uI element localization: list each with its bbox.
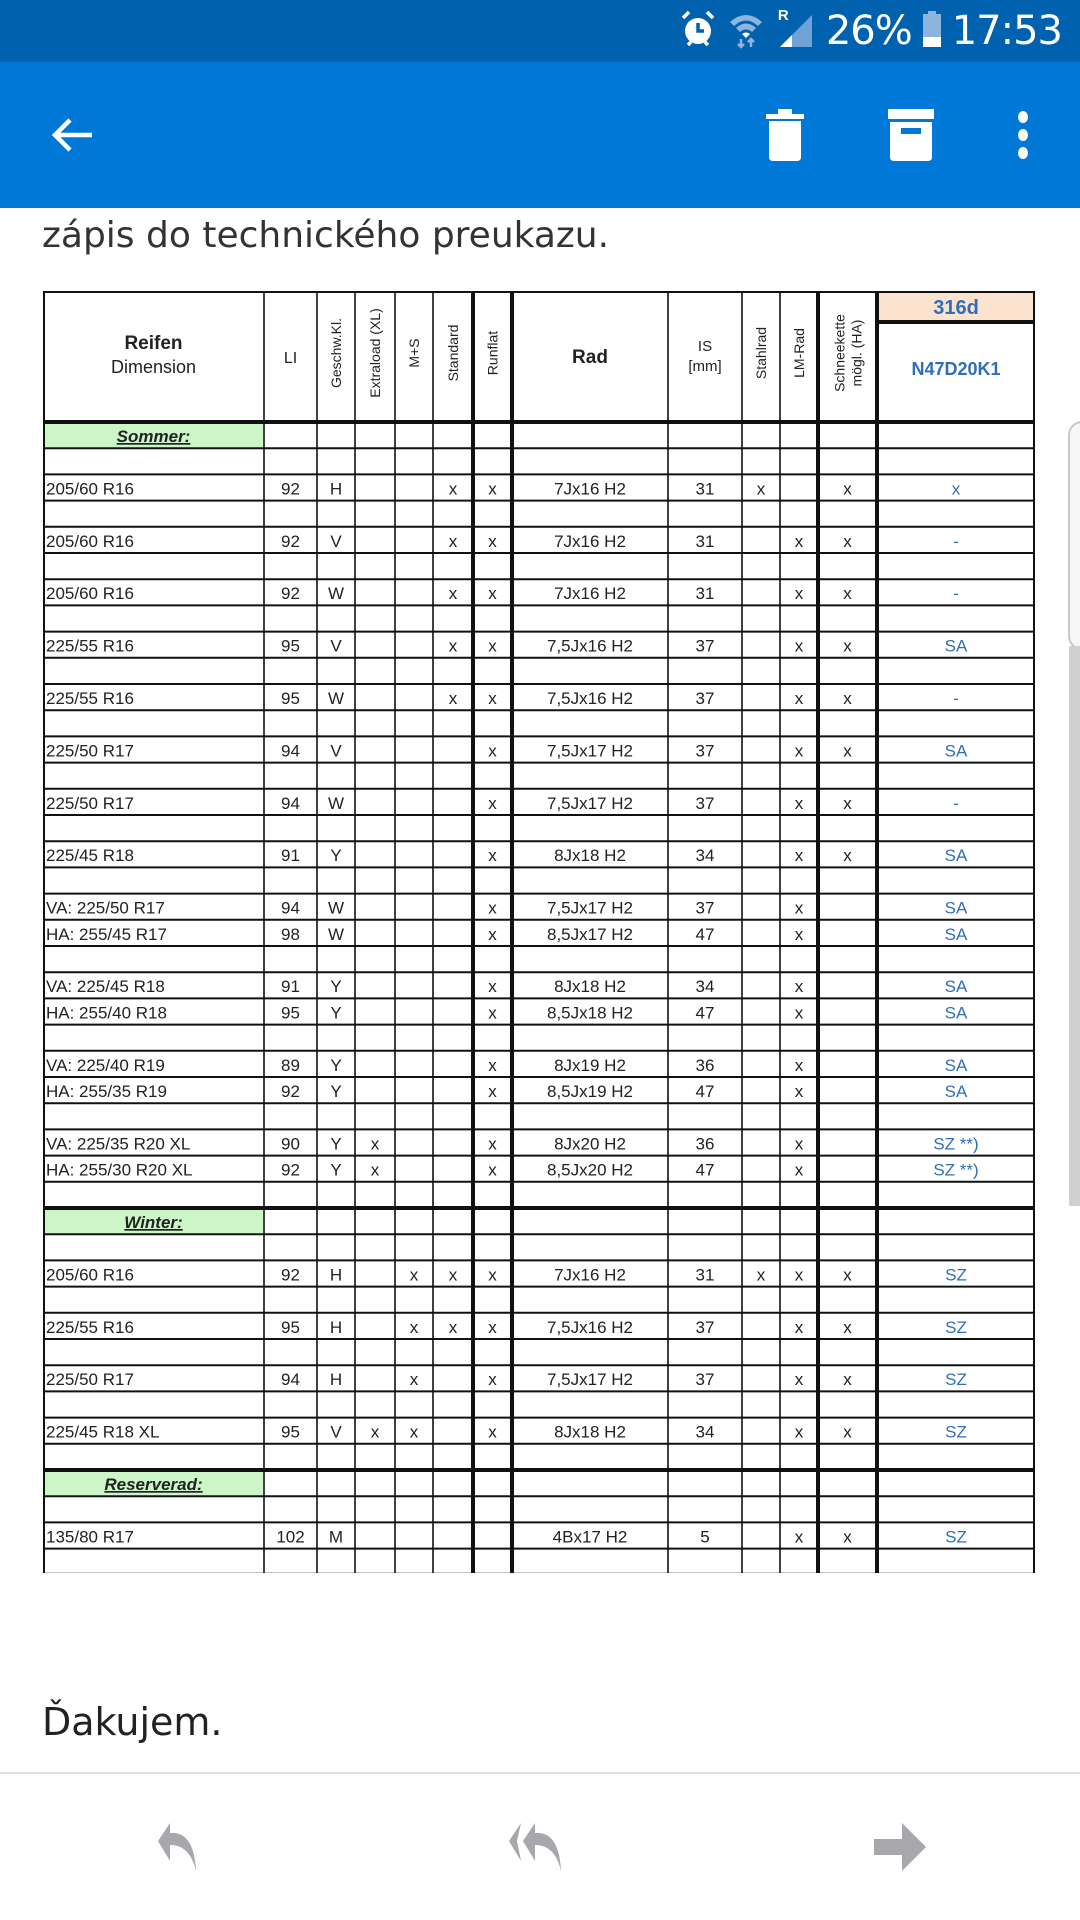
cell-rf: x [488,977,497,997]
cell-lm: x [794,689,804,708]
cell-std: x [448,479,458,499]
cell-rf: x [488,741,497,761]
cell-speed: V [330,531,342,551]
cell-dimension: 225/55 R16 [46,636,134,656]
cell-li: 92 [281,479,300,499]
cell-model-value: SA [944,846,968,866]
cell-model-value: SZ [945,1370,967,1390]
cell-lm: x [794,1003,804,1023]
cell-rad: 7,5Jx17 H2 [547,793,633,813]
header-schneekette: Schneekette [831,314,848,392]
cell-is: 34 [695,977,715,997]
cell-snow: x [843,689,852,708]
cell-rf: x [488,1134,497,1154]
cell-model-value: - [953,793,959,813]
cell-rf: x [488,1265,497,1285]
cell-snow: x [843,479,852,499]
cell-lm: x [794,1422,804,1442]
cell-speed: V [330,741,342,761]
cell-speed: W [327,924,345,944]
cell-model-value: SZ [945,1265,967,1285]
cell-model-value: SA [944,1082,968,1101]
cell-rf: x [488,924,497,944]
cell-lm: x [794,531,804,551]
cell-ms: x [409,1317,419,1337]
cell-dimension: HA: 255/30 R20 XL [46,1160,193,1180]
cell-dimension: VA: 225/40 R19 [46,1055,165,1075]
cell-li: 90 [281,1134,300,1154]
section-title: Sommer: [116,427,191,446]
cell-speed: V [330,636,342,656]
cell-lm: x [794,977,804,997]
cell-rf: x [488,479,497,499]
cell-li: 94 [281,741,300,761]
header-schneekette-2: mögl. (HA) [848,319,865,387]
cell-speed: W [327,898,345,918]
cell-rf: x [488,793,497,813]
cell-speed: Y [330,846,342,866]
cell-lm: x [794,1527,804,1547]
cell-ms: x [409,1265,419,1285]
reply-all-button[interactable] [500,1814,580,1884]
cell-model-value: - [953,584,959,604]
cell-li: 94 [281,898,300,918]
cell-lm: x [794,1055,804,1075]
cell-dimension: VA: 225/35 R20 XL [46,1134,191,1154]
status-bar [0,0,1080,62]
cell-li: 92 [281,531,300,551]
header-code: N47D20K1 [911,359,1001,379]
cell-rad: 7Jx16 H2 [554,584,626,604]
cell-rad: 4Bx17 H2 [552,1527,628,1547]
cell-dimension: 225/55 R16 [46,1317,134,1337]
cell-rf: x [488,531,497,551]
cell-dimension: 225/45 R18 XL [46,1422,160,1442]
cell-li: 98 [281,924,300,944]
cell-speed: Y [330,1003,342,1023]
tire-spec-table-image [43,291,1035,1573]
cell-rf: x [488,1160,497,1180]
cell-model-value: SA [944,977,968,997]
cell-rf: x [488,1370,497,1390]
cell-lm: x [794,1160,804,1180]
cell-dimension: 205/60 R16 [46,1265,134,1285]
cell-std: x [448,1317,458,1337]
cell-li: 94 [281,1370,300,1390]
cell-rad: 7,5Jx16 H2 [547,636,633,656]
cell-std: x [448,636,458,656]
more-vert-icon [1015,110,1031,160]
cell-rad: 7,5Jx17 H2 [547,741,633,761]
cell-speed: M [328,1527,344,1547]
header-rad: Rad [572,347,608,368]
cell-dimension: 225/50 R17 [46,793,134,813]
cell-li: 92 [281,584,300,604]
cell-stahl: x [756,479,766,499]
cell-li: 89 [281,1055,300,1075]
reply-icon [150,1819,210,1879]
roaming-indicator: R [777,6,789,24]
cell-li: 95 [281,1422,300,1442]
cell-model-value: SA [944,741,968,761]
fast-scroll-track[interactable] [1069,646,1080,1206]
cell-is: 31 [695,584,715,604]
cell-lm: x [794,793,804,813]
archive-icon [886,107,936,163]
cell-dimension: 205/60 R16 [46,479,134,499]
alarm-icon [680,9,716,54]
cell-lm: x [794,1082,804,1101]
cell-snow: x [843,584,852,604]
cell-rad: 7Jx16 H2 [554,531,626,551]
cell-model-value: SZ **) [933,1134,979,1154]
cell-model-value: SA [944,924,968,944]
cell-dimension: 225/50 R17 [46,1370,134,1390]
cell-snow: x [843,793,852,813]
cell-snow: x [843,531,852,551]
signal-icon [776,6,816,54]
cell-lm: x [794,741,804,761]
cell-rf: x [488,846,497,866]
reply-all-icon [505,1819,575,1879]
cell-is: 37 [695,689,715,708]
cell-rad: 8,5Jx17 H2 [547,924,633,944]
cell-dimension: 225/50 R17 [46,741,134,761]
cell-snow: x [843,1317,852,1337]
cell-li: 91 [281,846,300,866]
cell-std: x [448,584,458,604]
cell-rad: 8Jx18 H2 [554,846,626,866]
cell-speed: W [327,689,345,708]
section-title: Winter: [124,1213,183,1232]
header-ms: M+S [406,338,422,368]
cell-li: 91 [281,977,300,997]
header-model: 316d [933,297,979,319]
cell-snow: x [843,1265,852,1285]
cell-li: 92 [281,1265,300,1285]
cell-dimension: 225/55 R16 [46,689,134,708]
email-body-line: zápis do technického preukazu. [42,215,610,256]
clock: 17:53 [951,8,1062,54]
cell-lm: x [794,1134,804,1154]
header-lmrad: LM-Rad [791,328,807,378]
cell-is: 37 [695,636,715,656]
cell-model-value: SZ [945,1317,967,1337]
cell-rad: 7,5Jx16 H2 [547,1317,633,1337]
cell-is: 34 [695,846,715,866]
cell-rf: x [488,1422,497,1442]
cell-rf: x [488,1317,497,1337]
cell-is: 31 [695,531,715,551]
cell-snow: x [843,1422,852,1442]
header-geschw: Geschw.Kl. [328,317,344,389]
cell-xl: x [370,1134,380,1154]
cell-model-value: SZ [945,1527,967,1547]
cell-rad: 7,5Jx17 H2 [547,1370,633,1390]
cell-dimension: HA: 255/40 R18 [46,1003,167,1023]
header-li: LI [283,350,298,367]
back-button[interactable] [40,102,106,168]
cell-li: 92 [281,1082,300,1101]
cell-rad: 7Jx16 H2 [554,1265,626,1285]
cell-is: 37 [695,741,715,761]
cell-std: x [448,1265,458,1285]
cell-stahl: x [756,1265,766,1285]
cell-dimension: 225/45 R18 [46,846,134,866]
back-arrow-icon [48,110,98,160]
cell-model-value: x [951,479,961,499]
cell-rf: x [488,898,497,918]
cell-li: 95 [281,1003,300,1023]
wifi-icon [726,9,766,54]
cell-rad: 8Jx19 H2 [554,1055,626,1075]
cell-dimension: HA: 255/35 R19 [46,1082,167,1101]
cell-speed: W [327,793,345,813]
cell-dimension: 205/60 R16 [46,584,134,604]
header-dimension: Dimension [110,357,197,377]
email-closing: Ďakujem. [42,1700,223,1744]
cell-dimension: 205/60 R16 [46,531,134,551]
cell-dimension: VA: 225/45 R18 [46,977,165,997]
cell-is: 47 [695,924,715,944]
header-reifen: Reifen [124,333,183,354]
cell-dimension: 135/80 R17 [46,1527,134,1547]
cell-is: 37 [695,1370,715,1390]
cell-is: 47 [695,1082,715,1101]
cell-li: 92 [281,1160,300,1180]
cell-lm: x [794,636,804,656]
cell-dimension: VA: 225/50 R17 [46,898,165,918]
cell-rf: x [488,584,497,604]
cell-lm: x [794,924,804,944]
email-action-bar [0,1774,1080,1920]
cell-model-value: SA [944,636,968,656]
cell-rad: 8,5Jx20 H2 [547,1160,633,1180]
cell-speed: W [327,584,345,604]
cell-speed: H [329,479,343,499]
cell-li: 94 [281,793,300,813]
cell-rad: 7Jx16 H2 [554,479,626,499]
header-runflat: Runflat [484,330,501,376]
cell-rad: 8,5Jx18 H2 [547,1003,633,1023]
cell-li: 102 [276,1527,305,1547]
cell-std: x [448,531,458,551]
cell-model-value: SA [944,1003,968,1023]
cell-speed: H [329,1370,343,1390]
header-is-unit: [mm] [688,358,722,375]
cell-model-value: - [953,689,959,708]
cell-model-value: SZ [945,1422,967,1442]
delete-button[interactable] [752,102,818,168]
cell-rad: 8Jx18 H2 [554,1422,626,1442]
cell-speed: Y [330,1134,342,1154]
cell-model-value: SA [944,1055,968,1075]
cell-rf: x [488,1003,497,1023]
cell-rad: 8Jx20 H2 [554,1134,626,1154]
cell-is: 36 [695,1055,715,1075]
battery-percent: 26% [825,8,912,54]
cell-is: 31 [695,479,715,499]
cell-speed: H [329,1265,343,1285]
cell-is: 37 [695,793,715,813]
cell-rf: x [488,689,497,708]
battery-icon [922,9,942,54]
cell-ms: x [409,1370,419,1390]
forward-icon [870,1819,930,1879]
cell-is: 47 [695,1160,715,1180]
cell-li: 95 [281,689,300,708]
cell-speed: Y [330,1055,342,1075]
app-bar [0,62,1080,208]
header-stahlrad: Stahlrad [753,326,769,380]
cell-rf: x [488,636,497,656]
cell-model-value: - [953,531,959,551]
more-options-button[interactable] [990,102,1056,168]
cell-rf: x [488,1082,497,1101]
cell-dimension: HA: 255/45 R17 [46,924,167,944]
cell-xl: x [370,1160,380,1180]
cell-model-value: SZ **) [933,1160,979,1180]
cell-snow: x [843,741,852,761]
reply-button[interactable] [140,1814,220,1884]
cell-std: x [448,689,458,708]
cell-speed: Y [330,1160,342,1180]
cell-rad: 8Jx18 H2 [554,977,626,997]
cell-rf: x [488,1055,497,1075]
cell-is: 34 [695,1422,715,1442]
cell-li: 95 [281,636,300,656]
forward-button[interactable] [860,1814,940,1884]
cell-is: 31 [695,1265,715,1285]
cell-is: 47 [695,1003,715,1023]
cell-is: 36 [695,1134,715,1154]
cell-speed: Y [330,1082,342,1101]
cell-lm: x [794,846,804,866]
cell-lm: x [794,898,804,918]
cell-li: 95 [281,1317,300,1337]
cell-snow: x [843,1370,852,1390]
cell-snow: x [843,1527,852,1547]
fast-scroll-thumb[interactable] [1068,421,1080,650]
cell-is: 37 [695,1317,715,1337]
cell-is: 37 [695,898,715,918]
cell-is: 5 [700,1527,710,1547]
cell-rad: 7,5Jx16 H2 [547,689,633,708]
cell-speed: Y [330,977,342,997]
cell-rad: 8,5Jx19 H2 [547,1082,633,1101]
cell-snow: x [843,846,852,866]
cell-lm: x [794,1370,804,1390]
header-standard: Standard [445,324,461,382]
section-title: Reserverad: [104,1475,203,1494]
header-extraload: Extraload (XL) [367,308,383,398]
cell-speed: V [330,1422,342,1442]
archive-button[interactable] [878,102,944,168]
cell-rad: 7,5Jx17 H2 [547,898,633,918]
cell-lm: x [794,1265,804,1285]
delete-icon [763,107,807,163]
cell-lm: x [794,1317,804,1337]
cell-snow: x [843,636,852,656]
cell-speed: H [329,1317,343,1337]
cell-xl: x [370,1422,380,1442]
cell-ms: x [409,1422,419,1442]
cell-lm: x [794,584,804,604]
header-is: IS [697,338,713,355]
cell-model-value: SA [944,898,968,918]
